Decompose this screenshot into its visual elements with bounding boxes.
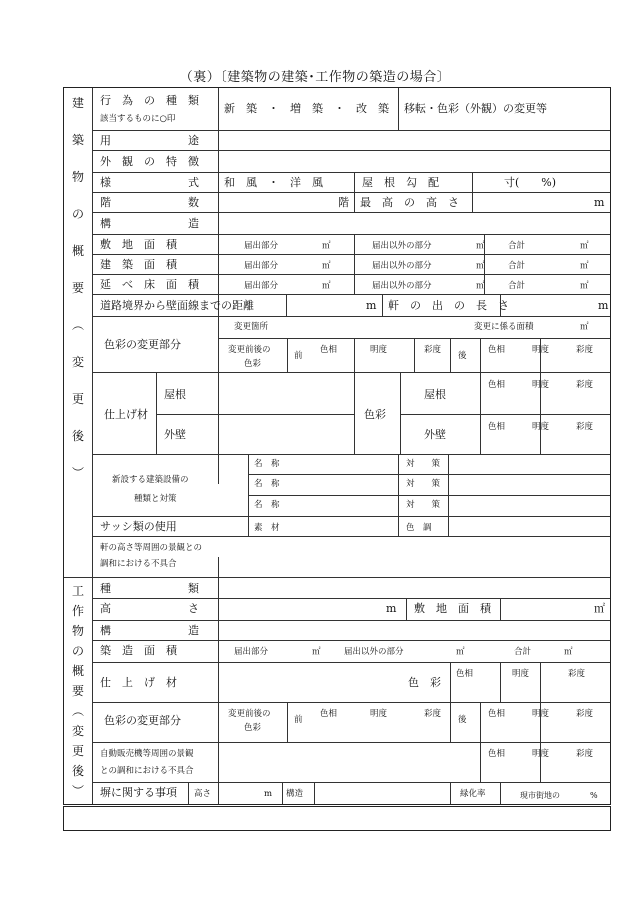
equip-measure-1: 対 策 bbox=[406, 459, 441, 469]
act-options-b: 移転・色彩（外観）の変更等 bbox=[404, 102, 547, 115]
s-color-before-b: 色彩 bbox=[244, 723, 262, 733]
chroma-after: 彩度 bbox=[576, 345, 594, 355]
roof-value: 明度 bbox=[532, 380, 550, 390]
equip-name-1: 名 称 bbox=[254, 459, 280, 469]
remarks-box[interactable] bbox=[63, 806, 611, 831]
structure-section-label: 工 作 物 の 概 要 ︵ 変 更 後 ︶ bbox=[71, 584, 84, 798]
equipment-label-b: 種類と対策 bbox=[134, 494, 177, 504]
s-finish-chroma: 彩度 bbox=[568, 669, 586, 679]
s-area-nonreported-unit: ㎡ bbox=[456, 647, 465, 657]
s-type-label: 種 類 bbox=[100, 582, 199, 595]
application-form-table bbox=[63, 87, 611, 805]
structure-label: 構 造 bbox=[100, 217, 199, 230]
s-structure-label: 構 造 bbox=[100, 624, 199, 637]
appearance-label: 外 観 の 特 徴 bbox=[100, 155, 199, 168]
s-area-reported: 届出部分 bbox=[234, 647, 269, 657]
floor-nonreported-unit: ㎡ bbox=[476, 281, 485, 291]
wall-value: 明度 bbox=[532, 422, 550, 432]
style-options: 和 風 ・ 洋 風 bbox=[224, 176, 323, 189]
roof-label: 屋根 bbox=[164, 388, 186, 401]
act-options-a: 新 築 ・ 増 築 ・ 改 築 bbox=[224, 102, 389, 115]
city-standard-label: 現市街地の bbox=[520, 791, 560, 800]
s-area-total-unit: ㎡ bbox=[564, 647, 573, 657]
road-distance-label: 道路境界から壁面線までの距離 bbox=[100, 299, 254, 312]
s-color-label: 色 彩 bbox=[408, 676, 441, 689]
change-area-unit: ㎡ bbox=[580, 322, 589, 332]
equip-name-2: 名 称 bbox=[254, 479, 280, 489]
hue-before: 色相 bbox=[320, 345, 338, 355]
floors-label: 階 数 bbox=[100, 196, 199, 209]
s-area-total: 合計 bbox=[514, 647, 532, 657]
hue-after: 色相 bbox=[488, 345, 506, 355]
roof-slope-label: 屋 根 勾 配 bbox=[362, 176, 439, 189]
s-area-label: 築 造 面 積 bbox=[100, 644, 177, 657]
finish-color-label: 色彩 bbox=[364, 408, 386, 421]
finish-label: 仕上げ材 bbox=[104, 408, 148, 421]
style-label: 様 式 bbox=[100, 176, 199, 189]
s-site-label: 敷 地 面 積 bbox=[414, 602, 491, 615]
equip-measure-3: 対 策 bbox=[406, 500, 441, 510]
use-label: 用 途 bbox=[100, 134, 199, 147]
s-height-unit: m bbox=[386, 602, 397, 615]
site-area-label: 敷 地 面 積 bbox=[100, 238, 177, 251]
eave-unit: m bbox=[598, 299, 609, 312]
roof-chroma: 彩度 bbox=[576, 380, 594, 390]
act-type-label: 行 為 の 種 類 bbox=[100, 94, 199, 107]
floor-total-unit: ㎡ bbox=[580, 281, 589, 291]
change-area-label: 変更に係る面積 bbox=[474, 322, 534, 332]
building-section-label: 建 築 物 の 概 要 ︵ 変 更 後 ︶ bbox=[71, 96, 84, 480]
max-height-label: 最 高 の 高 さ bbox=[360, 196, 459, 209]
roof-hue: 色相 bbox=[488, 380, 506, 390]
s-value-after: 明度 bbox=[532, 709, 550, 719]
bldg-nonreported-unit: ㎡ bbox=[476, 261, 485, 271]
before-label: 前 bbox=[294, 351, 303, 361]
fence-label: 塀に関する事項 bbox=[100, 786, 177, 799]
vending-a: 自動販売機等周囲の景観 bbox=[100, 749, 194, 759]
s-finish-label: 仕 上 げ 材 bbox=[100, 676, 177, 689]
floor-reported-unit: ㎡ bbox=[322, 281, 331, 291]
page-title: （裏）〔建築物の建築･工作物の築造の場合〕 bbox=[179, 70, 451, 85]
wall-hue: 色相 bbox=[488, 422, 506, 432]
finish-roof-label: 屋根 bbox=[424, 388, 446, 401]
sash-tone: 色 調 bbox=[406, 523, 432, 533]
vending-hue: 色相 bbox=[488, 749, 506, 759]
equip-measure-2: 対 策 bbox=[406, 479, 441, 489]
floor-unit: 階 bbox=[338, 196, 349, 209]
chroma-before: 彩度 bbox=[424, 345, 442, 355]
sash-material: 素 材 bbox=[254, 523, 280, 533]
value-before: 明度 bbox=[370, 345, 388, 355]
vending-value: 明度 bbox=[532, 749, 550, 759]
s-height-label: 高 さ bbox=[100, 602, 199, 615]
s-area-reported-unit: ㎡ bbox=[312, 647, 321, 657]
wall-label: 外壁 bbox=[164, 428, 186, 441]
eave-harmony-a: 軒の高さ等周囲の景観との bbox=[100, 543, 203, 553]
bldg-reported-unit: ㎡ bbox=[322, 261, 331, 271]
floor-reported: 届出部分 bbox=[244, 281, 279, 291]
bldg-total: 合計 bbox=[508, 261, 526, 271]
change-spot-label: 変更箇所 bbox=[234, 322, 269, 332]
bldg-total-unit: ㎡ bbox=[580, 261, 589, 271]
floor-nonreported: 届出以外の部分 bbox=[372, 281, 432, 291]
s-before-label: 前 bbox=[294, 715, 303, 725]
s-site-unit: ㎡ bbox=[594, 602, 605, 615]
finish-wall-label: 外壁 bbox=[424, 428, 446, 441]
site-total-unit: ㎡ bbox=[580, 241, 589, 251]
floor-total: 合計 bbox=[508, 281, 526, 291]
floor-area-label: 延 べ 床 面 積 bbox=[100, 278, 199, 291]
site-nonreported-unit: ㎡ bbox=[476, 241, 485, 251]
fence-height-unit: m bbox=[264, 789, 273, 799]
road-distance-unit: m bbox=[366, 299, 377, 312]
vending-b: との調和における不具合 bbox=[100, 766, 194, 776]
greening-label: 緑化率 bbox=[460, 789, 486, 799]
max-height-unit: m bbox=[594, 196, 605, 209]
fence-height-label: 高さ bbox=[194, 789, 212, 799]
eave-harmony-b: 調和における不具合 bbox=[100, 559, 177, 569]
site-reported: 届出部分 bbox=[244, 241, 279, 251]
s-hue-after: 色相 bbox=[488, 709, 506, 719]
color-before-b: 色彩 bbox=[244, 359, 262, 369]
act-note: 該当するものに○印 bbox=[100, 114, 176, 124]
greening-unit: % bbox=[590, 791, 598, 800]
site-total: 合計 bbox=[508, 241, 526, 251]
equipment-label-a: 新設する建築設備の bbox=[112, 475, 189, 485]
site-reported-unit: ㎡ bbox=[322, 241, 331, 251]
s-finish-value: 明度 bbox=[512, 669, 530, 679]
eave-label: 軒 の 出 の 長 さ bbox=[388, 299, 509, 312]
s-hue-before: 色相 bbox=[320, 709, 338, 719]
s-chroma-after: 彩度 bbox=[576, 709, 594, 719]
wall-chroma: 彩度 bbox=[576, 422, 594, 432]
s-finish-hue: 色相 bbox=[456, 669, 474, 679]
fence-structure-label: 構造 bbox=[286, 789, 304, 799]
s-after-label: 後 bbox=[458, 715, 467, 725]
s-area-nonreported: 届出以外の部分 bbox=[344, 647, 404, 657]
slope-unit: 寸( %) bbox=[504, 176, 557, 189]
bldg-nonreported: 届出以外の部分 bbox=[372, 261, 432, 271]
s-color-before-a: 変更前後の bbox=[228, 709, 271, 719]
building-area-label: 建 築 面 積 bbox=[100, 258, 177, 271]
after-label: 後 bbox=[458, 351, 467, 361]
equip-name-3: 名 称 bbox=[254, 500, 280, 510]
s-chroma-before: 彩度 bbox=[424, 709, 442, 719]
s-color-change-label: 色彩の変更部分 bbox=[104, 714, 181, 727]
bldg-reported: 届出部分 bbox=[244, 261, 279, 271]
vending-chroma: 彩度 bbox=[576, 749, 594, 759]
value-after: 明度 bbox=[532, 345, 550, 355]
sash-label: サッシ類の使用 bbox=[100, 520, 177, 533]
site-nonreported: 届出以外の部分 bbox=[372, 241, 432, 251]
color-change-label: 色彩の変更部分 bbox=[104, 338, 181, 351]
s-value-before: 明度 bbox=[370, 709, 388, 719]
color-before-a: 変更前後の bbox=[228, 345, 271, 355]
